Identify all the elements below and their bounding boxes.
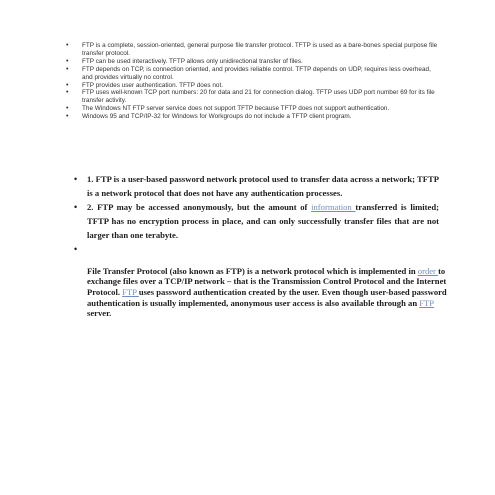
bullet-icon: •: [66, 57, 69, 65]
comparison-bullet-list: [74, 172, 439, 254]
ftp-description-paragraph: File Transfer Protocol (also known as FTP) is a network protocol which is implemented in order to exchange files over a TCP/IP network – that is the Transmission Control Protocol and the Internet Protocol. FTP uses password authentication created by the user. Even though user-based password authentication is usually implemented, anonymous user access is also available through an FTP server.: [87, 265, 447, 319]
list-item: • The Windows NT FTP server service does not support TFTP because TFTP does not support authentication.: [66, 105, 390, 113]
list-item: • FTP provides user authentication. TFTP does not.: [66, 81, 224, 89]
ftp-server-link[interactable]: FTP: [419, 297, 435, 308]
list-item: • 1. FTP is a user-based password network protocol used to transfer data across a network; TFTP is a network protocol that does not have any authentication processes.: [74, 174, 439, 198]
bullet-icon: •: [66, 89, 69, 97]
list-item: • FTP can be used interactively. TFTP allows only unidirectional transfer of files.: [66, 57, 303, 65]
bullet-icon: •: [66, 113, 69, 121]
information-link[interactable]: information: [311, 202, 356, 212]
list-item: • Windows 95 and TCP/IP-32 for Windows for Workgroups do not include a TFTP client program.: [66, 113, 352, 121]
bullet-icon: •: [66, 81, 69, 89]
bullet-icon: •: [66, 105, 69, 113]
bullet-icon: •: [74, 174, 78, 184]
ftp-link[interactable]: FTP: [122, 287, 139, 297]
ftp-vs-tftp-bullet-list: [66, 42, 441, 121]
bullet-icon: •: [74, 202, 78, 212]
list-item: • FTP depends on TCP, is connection oriented, and provides reliable control. TFTP depends on UDP, requires less overhead, and provides virtually no control.: [66, 65, 431, 81]
list-item: • 2. FTP may be accessed anonymously, but the amount of information transferred is limited; TFTP has no encryption process in place, and can only successfully transfer files that are not larger than one terabyte.: [74, 202, 439, 240]
list-item: • FTP uses well-known TCP port numbers: 20 for data and 21 for connection dialog. TFTP uses UDP port number 69 for its file transfer activity.: [66, 89, 435, 105]
bullet-icon: •: [66, 65, 69, 73]
bullet-icon: •: [66, 42, 69, 49]
bullet-icon: •: [74, 244, 78, 254]
list-item: • FTP is a complete, session-oriented, general purpose file transfer protocol. TFTP is used as a bare-bones special purpose file transfer protocol.: [66, 42, 438, 57]
order-link[interactable]: order: [417, 265, 439, 276]
